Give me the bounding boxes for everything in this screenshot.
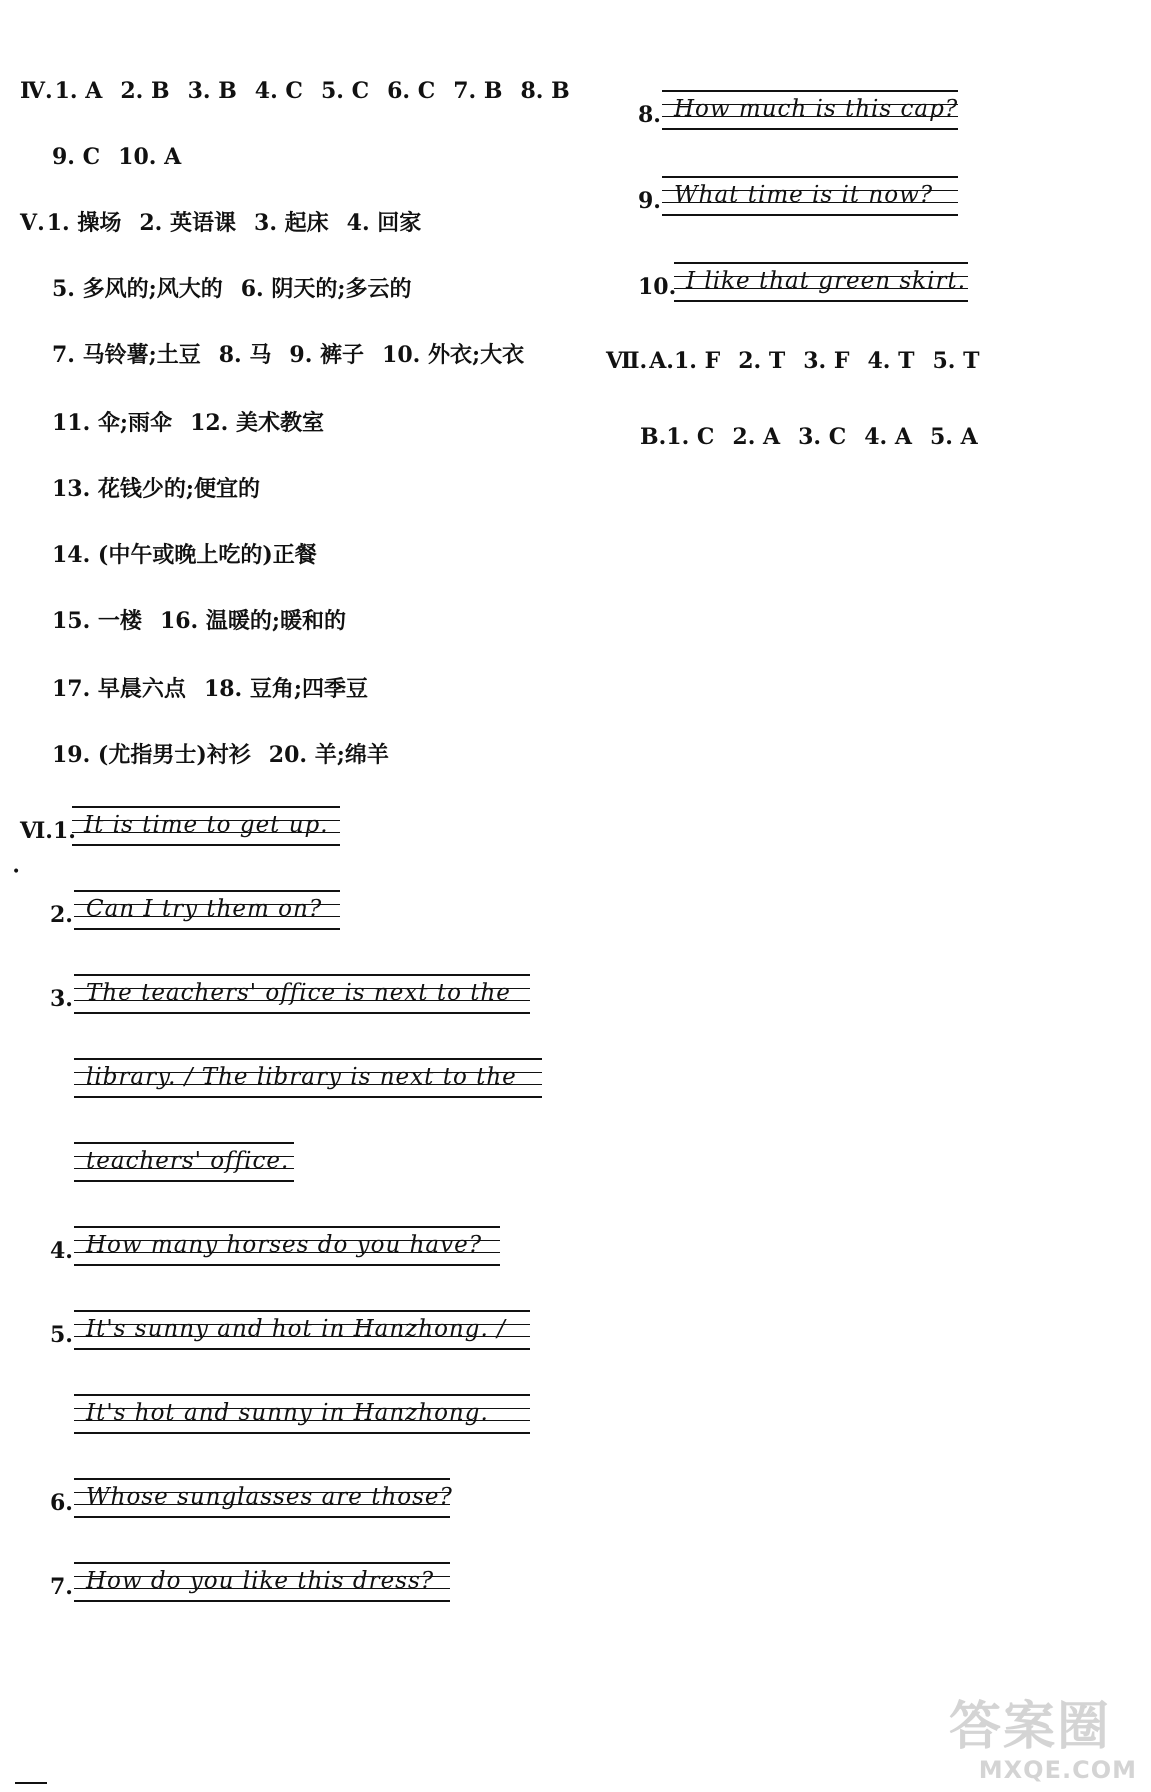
answer: 3. 起床 [254,210,329,236]
answer: 1. C [666,424,715,450]
writing-line-6 [50,1478,453,1518]
answer: 8. 马 [218,342,272,368]
stray-dot: • [12,864,21,880]
writing-line-3c [74,1142,294,1182]
handwritten-answer: How much is this cap? [674,96,959,122]
answer: 18. 豆角;四季豆 [203,676,368,702]
answer: 6. C [387,78,436,104]
watermark-url: MXQE.COM [978,1756,1137,1784]
writing-line-3a [50,974,530,1014]
item-number: 7. [50,1574,73,1600]
handwritten-answer: Can I try them on? [86,896,323,922]
watermark [891,1684,1141,1784]
answer: 7. 马铃薯;土豆 [52,342,201,368]
item-number: Ⅵ.1. [20,818,76,844]
watermark-logo: 答案圈 [948,1697,1111,1757]
writing-line-3b [74,1058,542,1098]
writing-line-5a [50,1310,530,1350]
item-number: 4. [50,1238,73,1264]
handwritten-answer: I like that green skirt. [686,268,966,294]
section-5-row-1 [20,208,421,238]
answer: 3. B [187,78,237,104]
answer: 2. 英语课 [139,210,237,236]
answer: 1. A [54,78,103,104]
part-b-label: B. [640,424,667,450]
section-5-row-8 [52,674,368,704]
answer: 6. 阴天的;多云的 [240,276,412,302]
section-5-row-5 [52,474,260,504]
answer: 2. B [120,78,170,104]
item-number: 2. [50,902,73,928]
section-5-row-9 [52,740,389,770]
writing-line-9 [638,176,958,216]
answer: 12. 美术教室 [190,410,324,436]
section-5-row-4 [52,408,324,438]
section-5-row-3 [52,340,524,370]
section-5-row-2 [52,274,412,304]
answer: 4. 回家 [346,210,422,236]
answer: 19. (尤指男士)衬衫 [52,742,251,768]
answer: 8. B [520,78,570,104]
item-number: 6. [50,1490,73,1516]
item-number: 9. [638,188,661,214]
answer: 1. F [673,348,721,374]
answer: 17. 早晨六点 [52,676,186,702]
answer: 2. A [732,424,781,450]
answer: 10. A [118,144,182,170]
handwritten-answer: Whose sunglasses are those? [86,1484,453,1510]
answer: 5. A [929,424,978,450]
answer: 5. 多风的;风大的 [52,276,223,302]
writing-line-1 [20,806,340,846]
handwritten-answer: It's sunny and hot in Hanzhong. / [86,1316,506,1342]
answer: 5. T [932,348,980,374]
answer: 16. 温暖的;暖和的 [159,608,346,634]
section-7-row-a [606,346,979,376]
answer: 13. 花钱少的;便宜的 [52,476,261,502]
section-5-row-6 [52,540,317,570]
handwritten-answer: How do you like this dress? [86,1568,435,1594]
answer: 15. 一楼 [52,608,142,634]
item-number: 3. [50,986,73,1012]
section-7-label: Ⅶ. [606,348,648,374]
answer: 11. 伞;雨伞 [52,410,173,436]
answer: 9. C [52,144,101,170]
handwritten-answer: What time is it now? [674,182,934,208]
writing-line-2 [50,890,340,930]
handwritten-answer: How many horses do you have? [86,1232,483,1258]
section-7-row-b [640,422,978,452]
answer: 4. T [867,348,915,374]
handwritten-answer: It is time to get up. [84,812,329,838]
answer: 2. T [738,348,786,374]
answer: 10. 外衣;大衣 [382,342,525,368]
writing-line-5b [74,1394,530,1434]
section-5-row-7 [52,606,346,636]
item-number: 10. [638,274,677,300]
answer: 3. F [803,348,850,374]
writing-line-4 [50,1226,500,1266]
answer: 4. C [254,78,303,104]
answer: 20. 羊;绵羊 [268,742,389,768]
section-4-row-1 [20,76,570,106]
answer: 9. 裤子 [289,342,365,368]
answer: 3. C [798,424,847,450]
item-number: 5. [50,1322,73,1348]
handwritten-answer: teachers' office. [86,1148,290,1174]
handwritten-answer: The teachers' office is next to the [86,980,511,1006]
answer: 7. B [453,78,503,104]
item-number: 8. [638,102,661,128]
handwritten-answer: library. / The library is next to the [86,1064,517,1090]
section-4-label: Ⅳ. [20,78,53,104]
answer: 4. A [864,424,912,450]
answer: 14. (中午或晚上吃的)正餐 [52,542,317,568]
section-4-row-2 [52,142,181,172]
answer: 5. C [320,78,370,104]
part-a-label: A. [649,348,674,374]
writing-line-10 [638,262,968,302]
handwritten-answer: It's hot and sunny in Hanzhong. [86,1400,489,1426]
bottom-stroke [15,1782,47,1784]
answer: 1. 操场 [46,210,122,236]
writing-line-7 [50,1562,450,1602]
writing-line-8 [638,90,958,130]
section-5-label: Ⅴ. [20,210,45,236]
